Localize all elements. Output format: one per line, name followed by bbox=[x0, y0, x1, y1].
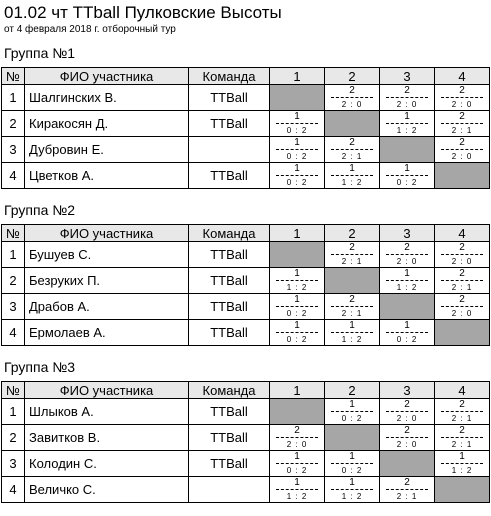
match-points: 1 bbox=[294, 163, 300, 174]
match-score: 2 : 0 bbox=[396, 100, 418, 109]
participant-name: Шлыков А. bbox=[25, 399, 189, 425]
group-title: Группа №3 bbox=[4, 359, 76, 375]
match-score: 2 : 1 bbox=[396, 492, 418, 501]
page-subtitle: от 4 февраля 2018 г. отборочный тур bbox=[4, 24, 176, 35]
column-header-name: ФИО участника bbox=[25, 225, 189, 242]
match-score: 2 : 1 bbox=[451, 283, 473, 292]
match-score: 1 : 2 bbox=[286, 283, 308, 292]
match-score: 1 : 2 bbox=[396, 126, 418, 135]
match-result-cell bbox=[270, 477, 325, 503]
match-score: 0 : 2 bbox=[341, 414, 363, 423]
match-result-cell bbox=[435, 85, 490, 111]
participant-number: 4 bbox=[2, 163, 25, 189]
match-points: 2 bbox=[459, 137, 465, 148]
table-header-row bbox=[2, 225, 490, 242]
table-header-row bbox=[2, 382, 490, 399]
match-result-cell bbox=[435, 399, 490, 425]
match-score: 2 : 0 bbox=[451, 257, 473, 266]
column-header-c3: 3 bbox=[380, 225, 435, 242]
match-result-cell bbox=[270, 268, 325, 294]
match-result-cell bbox=[435, 294, 490, 320]
match-points: 1 bbox=[349, 451, 355, 462]
match-points: 2 bbox=[459, 425, 465, 436]
table-row bbox=[2, 477, 490, 503]
self-match-cell bbox=[435, 477, 490, 503]
participant-name: Киракосян Д. bbox=[25, 111, 189, 137]
score-divider bbox=[276, 463, 318, 464]
match-points: 1 bbox=[294, 268, 300, 279]
match-points: 1 bbox=[459, 451, 465, 462]
column-header-name: ФИО участника bbox=[25, 382, 189, 399]
participant-team: TTBall bbox=[189, 425, 270, 451]
match-points: 2 bbox=[404, 425, 410, 436]
table-row bbox=[2, 399, 490, 425]
participant-team: TTBall bbox=[189, 111, 270, 137]
match-score: 1 : 2 bbox=[286, 492, 308, 501]
self-match-cell bbox=[270, 242, 325, 268]
participant-number: 3 bbox=[2, 451, 25, 477]
score-divider bbox=[386, 123, 428, 124]
score-divider bbox=[386, 97, 428, 98]
table-row bbox=[2, 294, 490, 320]
score-divider bbox=[441, 463, 483, 464]
match-points: 2 bbox=[349, 85, 355, 96]
match-points: 2 bbox=[404, 399, 410, 410]
match-score: 0 : 2 bbox=[286, 335, 308, 344]
score-divider bbox=[386, 332, 428, 333]
match-result-cell bbox=[380, 268, 435, 294]
score-divider bbox=[331, 149, 373, 150]
self-match-cell bbox=[325, 268, 380, 294]
table-row bbox=[2, 268, 490, 294]
match-result-cell bbox=[380, 320, 435, 346]
table-row bbox=[2, 320, 490, 346]
score-divider bbox=[386, 175, 428, 176]
match-score: 2 : 0 bbox=[286, 440, 308, 449]
match-result-cell bbox=[270, 137, 325, 163]
match-result-cell bbox=[270, 294, 325, 320]
match-result-cell bbox=[270, 425, 325, 451]
match-points: 1 bbox=[404, 111, 410, 122]
group-table bbox=[1, 67, 490, 189]
score-divider bbox=[331, 97, 373, 98]
column-header-num: № bbox=[2, 382, 25, 399]
self-match-cell bbox=[270, 399, 325, 425]
match-result-cell bbox=[325, 451, 380, 477]
participant-name: Драбов А. bbox=[25, 294, 189, 320]
participant-name: Безруких П. bbox=[25, 268, 189, 294]
participant-team: TTBall bbox=[189, 320, 270, 346]
match-score: 1 : 2 bbox=[396, 283, 418, 292]
match-result-cell bbox=[270, 163, 325, 189]
participant-number: 4 bbox=[2, 477, 25, 503]
match-score: 1 : 2 bbox=[341, 335, 363, 344]
match-score: 2 : 1 bbox=[451, 440, 473, 449]
column-header-c4: 4 bbox=[435, 68, 490, 85]
match-score: 1 : 2 bbox=[341, 492, 363, 501]
match-result-cell bbox=[435, 268, 490, 294]
table-row bbox=[2, 242, 490, 268]
self-match-cell bbox=[380, 451, 435, 477]
score-divider bbox=[441, 123, 483, 124]
match-result-cell bbox=[325, 477, 380, 503]
participant-team: TTBall bbox=[189, 242, 270, 268]
participant-number: 3 bbox=[2, 294, 25, 320]
match-result-cell bbox=[435, 242, 490, 268]
match-points: 2 bbox=[349, 294, 355, 305]
score-divider bbox=[441, 254, 483, 255]
score-divider bbox=[441, 411, 483, 412]
score-divider bbox=[276, 306, 318, 307]
table-row bbox=[2, 111, 490, 137]
match-points: 1 bbox=[294, 477, 300, 488]
match-points: 2 bbox=[404, 85, 410, 96]
participant-team: TTBall bbox=[189, 294, 270, 320]
participant-name: Цветков А. bbox=[25, 163, 189, 189]
match-result-cell bbox=[325, 242, 380, 268]
match-points: 1 bbox=[349, 477, 355, 488]
column-header-c2: 2 bbox=[325, 68, 380, 85]
match-score: 2 : 1 bbox=[341, 152, 363, 161]
score-divider bbox=[331, 463, 373, 464]
participant-name: Величко С. bbox=[25, 477, 189, 503]
match-score: 2 : 0 bbox=[451, 152, 473, 161]
score-divider bbox=[441, 437, 483, 438]
match-result-cell bbox=[325, 163, 380, 189]
match-points: 1 bbox=[404, 268, 410, 279]
match-points: 2 bbox=[294, 425, 300, 436]
score-divider bbox=[276, 437, 318, 438]
participant-team: TTBall bbox=[189, 399, 270, 425]
match-score: 0 : 2 bbox=[286, 178, 308, 187]
match-score: 2 : 1 bbox=[341, 257, 363, 266]
match-points: 2 bbox=[459, 111, 465, 122]
match-points: 1 bbox=[349, 163, 355, 174]
match-score: 2 : 1 bbox=[451, 126, 473, 135]
participant-name: Ермолаев А. bbox=[25, 320, 189, 346]
table-row bbox=[2, 451, 490, 477]
column-header-c1: 1 bbox=[270, 382, 325, 399]
match-result-cell bbox=[325, 399, 380, 425]
column-header-c4: 4 bbox=[435, 225, 490, 242]
self-match-cell bbox=[380, 294, 435, 320]
column-header-team: Команда bbox=[189, 225, 270, 242]
participant-number: 2 bbox=[2, 268, 25, 294]
score-divider bbox=[441, 280, 483, 281]
match-points: 2 bbox=[459, 399, 465, 410]
score-divider bbox=[331, 489, 373, 490]
participant-name: Завитков В. bbox=[25, 425, 189, 451]
match-score: 0 : 2 bbox=[341, 466, 363, 475]
participant-number: 3 bbox=[2, 137, 25, 163]
match-score: 0 : 2 bbox=[396, 178, 418, 187]
match-result-cell bbox=[435, 137, 490, 163]
match-result-cell bbox=[435, 425, 490, 451]
match-points: 2 bbox=[459, 294, 465, 305]
match-score: 1 : 2 bbox=[451, 466, 473, 475]
column-header-team: Команда bbox=[189, 68, 270, 85]
score-divider bbox=[276, 175, 318, 176]
group-table bbox=[1, 381, 490, 503]
match-score: 0 : 2 bbox=[396, 335, 418, 344]
match-score: 2 : 0 bbox=[341, 100, 363, 109]
match-points: 1 bbox=[294, 111, 300, 122]
participant-number: 1 bbox=[2, 242, 25, 268]
match-result-cell bbox=[380, 399, 435, 425]
page-title: 01.02 чт TTball Пулковские Высоты bbox=[4, 3, 282, 22]
participant-name: Шалгинских В. bbox=[25, 85, 189, 111]
column-header-c2: 2 bbox=[325, 382, 380, 399]
match-points: 2 bbox=[459, 85, 465, 96]
participant-team: TTBall bbox=[189, 85, 270, 111]
score-divider bbox=[276, 489, 318, 490]
participant-name: Дубровин Е. bbox=[25, 137, 189, 163]
participant-number: 1 bbox=[2, 399, 25, 425]
match-points: 1 bbox=[404, 163, 410, 174]
participant-team bbox=[189, 137, 270, 163]
match-score: 0 : 2 bbox=[286, 126, 308, 135]
score-divider bbox=[441, 97, 483, 98]
self-match-cell bbox=[270, 85, 325, 111]
score-divider bbox=[331, 332, 373, 333]
score-divider bbox=[386, 254, 428, 255]
column-header-num: № bbox=[2, 68, 25, 85]
group-title: Группа №1 bbox=[4, 45, 76, 61]
match-score: 2 : 0 bbox=[396, 440, 418, 449]
self-match-cell bbox=[325, 111, 380, 137]
score-divider bbox=[386, 437, 428, 438]
table-header-row bbox=[2, 68, 490, 85]
column-header-c3: 3 bbox=[380, 382, 435, 399]
match-score: 0 : 2 bbox=[286, 466, 308, 475]
self-match-cell bbox=[380, 137, 435, 163]
match-result-cell bbox=[325, 320, 380, 346]
match-points: 1 bbox=[294, 320, 300, 331]
match-points: 2 bbox=[459, 242, 465, 253]
match-points: 2 bbox=[404, 242, 410, 253]
score-divider bbox=[276, 123, 318, 124]
match-score: 2 : 0 bbox=[396, 257, 418, 266]
score-divider bbox=[441, 149, 483, 150]
table-row bbox=[2, 137, 490, 163]
match-result-cell bbox=[380, 425, 435, 451]
self-match-cell bbox=[325, 425, 380, 451]
participant-number: 2 bbox=[2, 425, 25, 451]
match-result-cell bbox=[270, 320, 325, 346]
match-points: 1 bbox=[294, 137, 300, 148]
participant-number: 4 bbox=[2, 320, 25, 346]
table-row bbox=[2, 425, 490, 451]
score-divider bbox=[331, 306, 373, 307]
match-result-cell bbox=[435, 451, 490, 477]
match-result-cell bbox=[380, 477, 435, 503]
column-header-c1: 1 bbox=[270, 68, 325, 85]
participant-team: TTBall bbox=[189, 451, 270, 477]
score-divider bbox=[331, 175, 373, 176]
match-points: 1 bbox=[294, 294, 300, 305]
participant-name: Бушуев С. bbox=[25, 242, 189, 268]
match-result-cell bbox=[435, 111, 490, 137]
match-result-cell bbox=[380, 163, 435, 189]
match-result-cell bbox=[270, 451, 325, 477]
participant-team bbox=[189, 477, 270, 503]
match-points: 2 bbox=[404, 477, 410, 488]
column-header-c3: 3 bbox=[380, 68, 435, 85]
column-header-c2: 2 bbox=[325, 225, 380, 242]
score-divider bbox=[386, 411, 428, 412]
table-row bbox=[2, 163, 490, 189]
group-title: Группа №2 bbox=[4, 202, 76, 218]
column-header-team: Команда bbox=[189, 382, 270, 399]
match-score: 2 : 0 bbox=[451, 100, 473, 109]
column-header-num: № bbox=[2, 225, 25, 242]
score-divider bbox=[386, 489, 428, 490]
match-points: 1 bbox=[349, 320, 355, 331]
self-match-cell bbox=[435, 320, 490, 346]
match-points: 2 bbox=[349, 242, 355, 253]
match-result-cell bbox=[325, 85, 380, 111]
score-divider bbox=[331, 411, 373, 412]
match-points: 1 bbox=[404, 320, 410, 331]
match-result-cell bbox=[380, 85, 435, 111]
table-row bbox=[2, 85, 490, 111]
score-divider bbox=[276, 149, 318, 150]
match-result-cell bbox=[380, 111, 435, 137]
match-points: 2 bbox=[459, 268, 465, 279]
match-score: 2 : 1 bbox=[341, 309, 363, 318]
match-points: 1 bbox=[294, 451, 300, 462]
match-score: 2 : 1 bbox=[451, 414, 473, 423]
match-score: 1 : 2 bbox=[341, 178, 363, 187]
group-table bbox=[1, 224, 490, 346]
match-result-cell bbox=[325, 137, 380, 163]
match-score: 0 : 2 bbox=[286, 309, 308, 318]
match-result-cell bbox=[325, 294, 380, 320]
score-divider bbox=[441, 306, 483, 307]
score-divider bbox=[276, 280, 318, 281]
match-score: 2 : 0 bbox=[396, 414, 418, 423]
match-score: 0 : 2 bbox=[286, 152, 308, 161]
column-header-c1: 1 bbox=[270, 225, 325, 242]
score-divider bbox=[331, 254, 373, 255]
participant-team: TTBall bbox=[189, 268, 270, 294]
participant-name: Колодин С. bbox=[25, 451, 189, 477]
match-score: 2 : 0 bbox=[451, 309, 473, 318]
participant-team: TTBall bbox=[189, 163, 270, 189]
participant-number: 1 bbox=[2, 85, 25, 111]
participant-number: 2 bbox=[2, 111, 25, 137]
match-points: 2 bbox=[349, 137, 355, 148]
match-result-cell bbox=[270, 111, 325, 137]
column-header-c4: 4 bbox=[435, 382, 490, 399]
match-result-cell bbox=[380, 242, 435, 268]
self-match-cell bbox=[435, 163, 490, 189]
score-divider bbox=[386, 280, 428, 281]
match-points: 1 bbox=[349, 399, 355, 410]
score-divider bbox=[276, 332, 318, 333]
column-header-name: ФИО участника bbox=[25, 68, 189, 85]
